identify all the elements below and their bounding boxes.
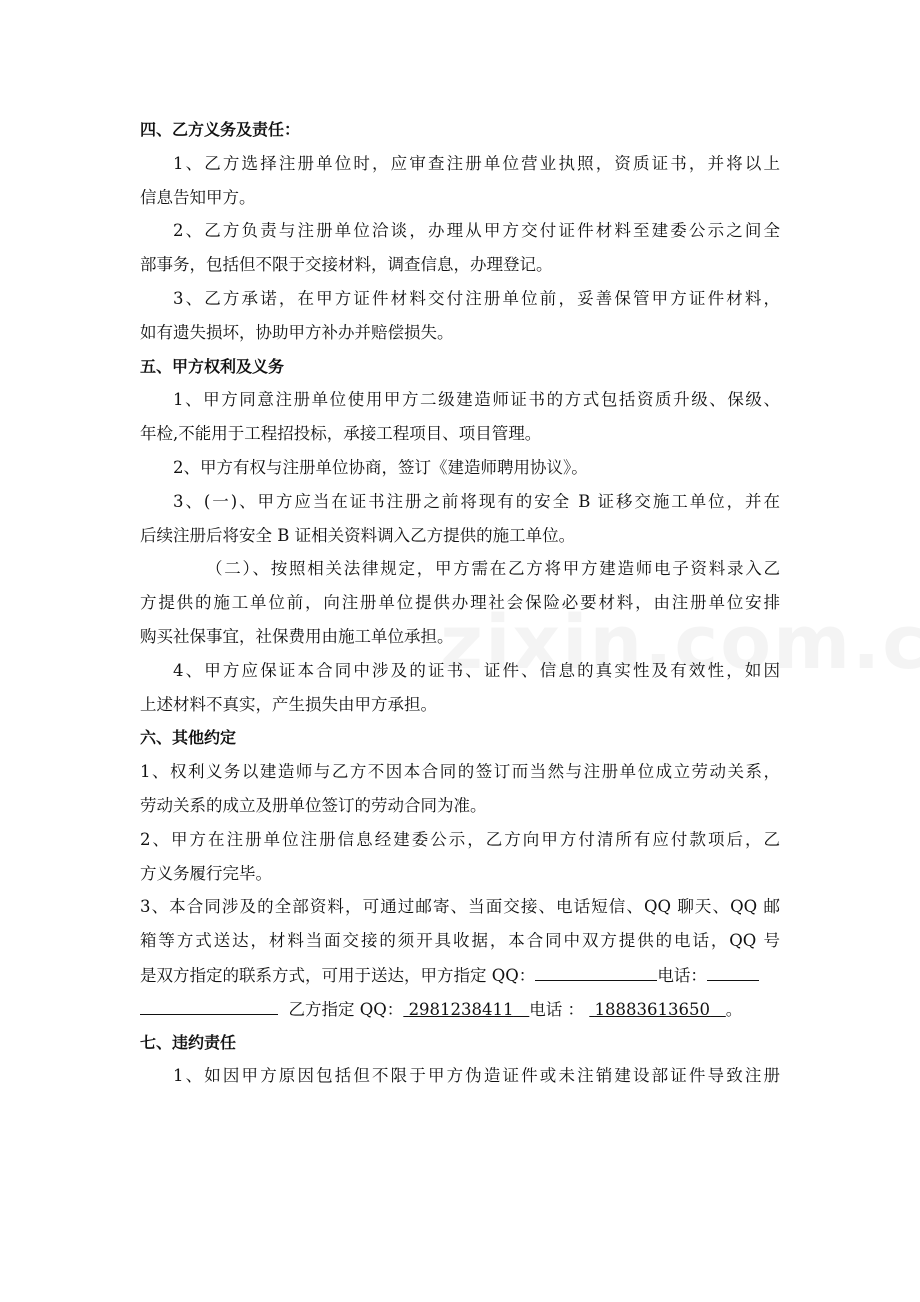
line-end-mark: 。 bbox=[725, 999, 743, 1019]
paragraph-line: 方义务履行完毕。 bbox=[140, 863, 272, 883]
paragraph-line: 部事务，包括但不限于交接材料，调查信息，办理登记。 bbox=[140, 255, 553, 275]
party-a-qq-label: 是双方指定的联系方式，可用于送达，甲方指定 QQ： bbox=[140, 965, 536, 985]
paragraph-line: 2、甲方有权与注册单位协商，签订《建造师聘用协议》。 bbox=[173, 457, 588, 477]
party-b-qq-value: 2981238411 bbox=[408, 999, 514, 1019]
paragraph-line: 年检,不能用于工程招投标，承接工程项目、项目管理。 bbox=[140, 424, 542, 444]
paragraph-line: 如有遗失损坏，协助甲方补办并赔偿损失。 bbox=[140, 322, 454, 342]
paragraph-line: 4、甲方应保证本合同中涉及的证书、证件、信息的真实性及有效性，如因 bbox=[173, 660, 780, 680]
paragraph-line: 箱等方式送达，材料当面交接的须开具收据，本合同中双方提供的电话，QQ 号 bbox=[140, 931, 780, 951]
paragraph-line: 方提供的施工单位前，向注册单位提供办理社会保险必要材料，由注册单位安排 bbox=[140, 593, 780, 613]
paragraph-line: 3、(一)、甲方应当在证书注册之前将现有的安全 B 证移交施工单位，并在 bbox=[173, 491, 780, 511]
paragraph-line: 后续注册后将安全 B 证相关资料调入乙方提供的施工单位。 bbox=[140, 525, 576, 545]
paragraph-line: 1、权利义务以建造师与乙方不因本合同的签订而当然与注册单位成立劳动关系， bbox=[140, 762, 780, 782]
paragraph-line: 3、乙方承诺，在甲方证件材料交付注册单位前，妥善保管甲方证件材料， bbox=[173, 288, 780, 308]
party-b-phone-value: 18883613650 bbox=[594, 999, 711, 1019]
paragraph-line: 1、甲方同意注册单位使用甲方二级建造师证书的方式包括资质升级、保级、 bbox=[173, 390, 780, 410]
contact-line-party-b bbox=[140, 992, 780, 1026]
section-heading-6: 六、其他约定 bbox=[140, 728, 237, 748]
paragraph-line: 1、如因甲方原因包括但不限于甲方伪造证件或未注销建设部证件导致注册 bbox=[173, 1066, 780, 1086]
paragraph-line: 购买社保事宜，社保费用由施工单位承担。 bbox=[140, 626, 454, 646]
paragraph-line: 1、乙方选择注册单位时，应审查注册单位营业执照，资质证书，并将以上 bbox=[173, 153, 780, 173]
party-a-phone-blank bbox=[707, 958, 759, 981]
party-a-phone-blank-cont bbox=[140, 992, 278, 1015]
party-a-qq-blank bbox=[535, 958, 657, 981]
paragraph-line: 3、本合同涉及的全部资料，可通过邮寄、当面交接、电话短信、QQ 聊天、QQ 邮 bbox=[140, 897, 780, 917]
section-heading-4: 四、乙方义务及责任： bbox=[140, 120, 301, 139]
contact-line-party-a bbox=[140, 958, 780, 992]
paragraph-line: 2、乙方负责与注册单位洽谈，办理从甲方交付证件材料至建委公示之间全 bbox=[173, 221, 780, 241]
section-heading-7: 七、违约责任 bbox=[140, 1032, 237, 1052]
paragraph-line: （二）、按照相关法律规定，甲方需在乙方将甲方建造师电子资料录入乙 bbox=[206, 559, 780, 579]
paragraph-line: 上述材料不真实，产生损失由甲方承担。 bbox=[140, 694, 437, 714]
paragraph-line: 劳动关系的成立及册单位签订的劳动合同为准。 bbox=[140, 795, 487, 815]
paragraph-line: 2、甲方在注册单位注册信息经建委公示，乙方向甲方付清所有应付款项后，乙 bbox=[140, 829, 780, 849]
party-a-phone-label: 电话： bbox=[657, 965, 707, 985]
paragraph-line: 信息告知甲方。 bbox=[140, 187, 256, 207]
party-b-phone-label: 电话 ： bbox=[529, 999, 585, 1019]
section-heading-5: 五、甲方权利及义务 bbox=[140, 356, 285, 376]
party-b-qq-label: 乙方指定 QQ： bbox=[288, 999, 404, 1019]
document-body bbox=[140, 113, 780, 1093]
